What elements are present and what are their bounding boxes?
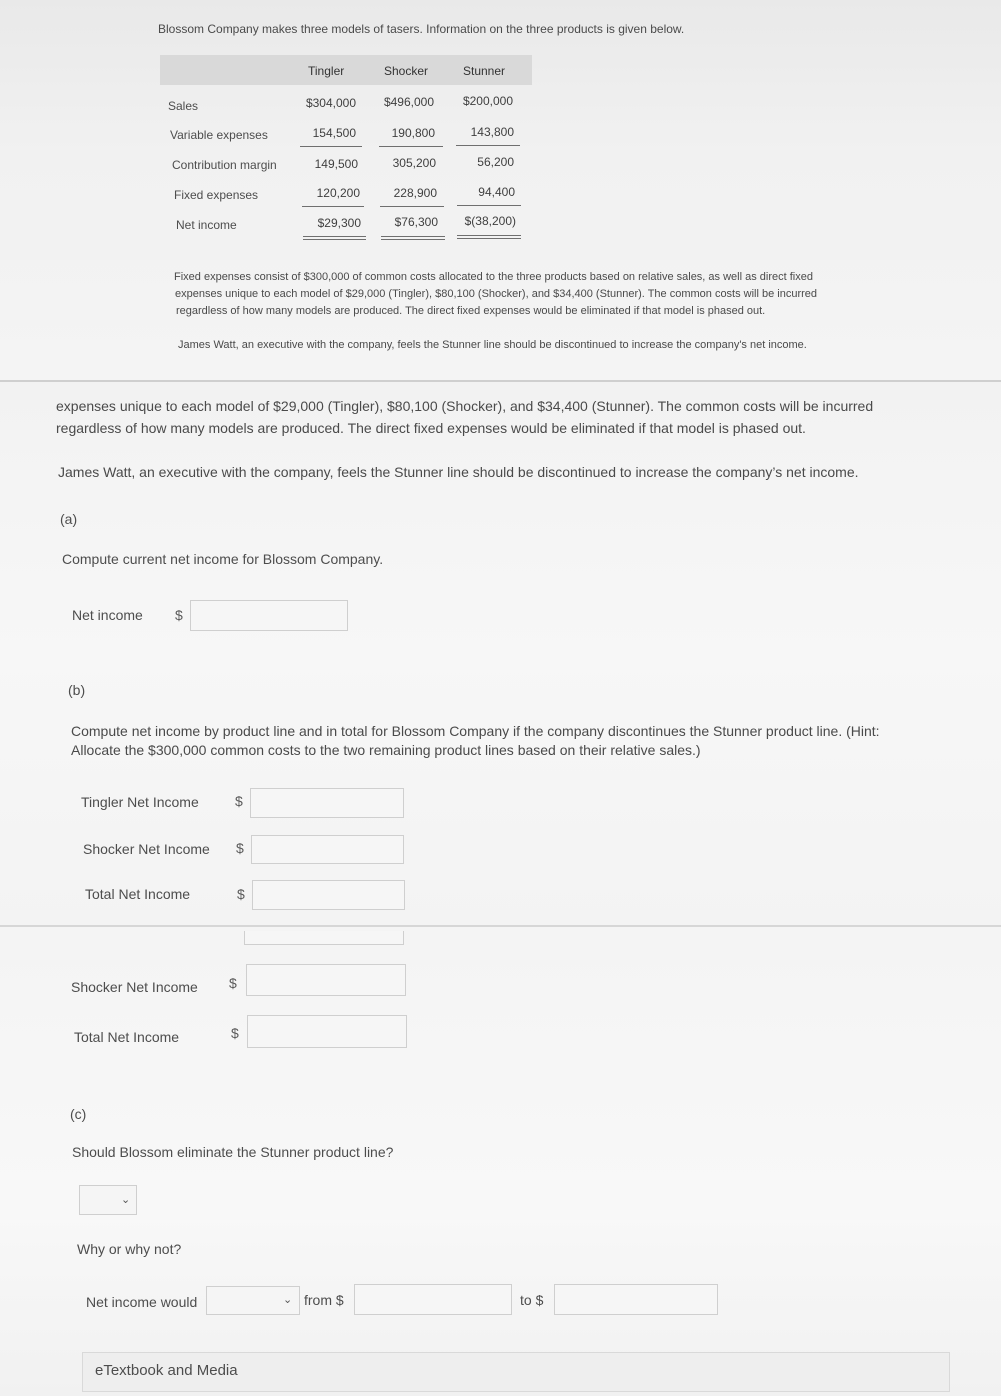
row-label-contribution: Contribution margin [172, 158, 277, 172]
tingler-net-income-input[interactable] [250, 788, 404, 818]
screenshot-part-c [0, 925, 1001, 1396]
row-label-fixed: Fixed expenses [174, 188, 259, 202]
dollar-sign: $ [231, 1025, 239, 1041]
underline [302, 206, 364, 207]
why-label: Why or why not? [77, 1241, 182, 1257]
from-label: from $ [304, 1292, 344, 1308]
fixed-expense-note-line1: expenses unique to each model of $29,000 (Tingler), $80,100 (Shocker), and $34,400 (Stunner). The common costs will be incurred [56, 398, 874, 414]
partial-input-edge [244, 931, 404, 945]
fixed-expense-note-3: regardless of how many models are produced. The direct fixed expenses would be eliminated if that model is phased out. [176, 305, 766, 317]
tingler-net-income-label: Tingler Net Income [81, 794, 199, 810]
chevron-down-icon: ⌄ [283, 1294, 293, 1306]
cell-var-tingler: 154,500 [312, 126, 356, 140]
cell-net-tingler: $29,300 [317, 216, 361, 230]
cell-sales-stunner: $200,000 [462, 94, 513, 108]
double-underline [303, 236, 366, 237]
row-label-variable: Variable expenses [170, 128, 268, 142]
cell-var-stunner: 143,800 [470, 125, 514, 139]
shocker-net-income-label: Shocker Net Income [83, 841, 210, 857]
part-a-question: Compute current net income for Blossom Company. [62, 551, 384, 567]
part-b-label: (b) [68, 682, 86, 698]
dollar-sign: $ [229, 975, 237, 991]
underline [379, 146, 443, 147]
cell-net-shocker: $76,300 [394, 215, 438, 229]
dollar-sign: $ [237, 886, 245, 902]
col-tingler: Tingler [308, 64, 345, 78]
shocker-net-income-input[interactable] [246, 964, 406, 996]
row-label-net: Net income [176, 218, 237, 232]
double-underline [381, 239, 445, 240]
fixed-expense-note-1: Fixed expenses consist of $300,000 of common costs allocated to the three products based on relative sales, as well as direct fixed [174, 271, 813, 283]
net-income-would-label: Net income would [86, 1294, 198, 1310]
col-stunner: Stunner [463, 64, 506, 78]
fixed-expense-note-2: expenses unique to each model of $29,000 (Tingler), $80,100 (Shocker), and $34,400 (Stunner). The common costs will be incurred [175, 288, 818, 300]
cell-cm-stunner: 56,200 [477, 155, 514, 169]
row-label-sales: Sales [168, 99, 199, 113]
etextbook-media-panel[interactable] [82, 1352, 950, 1392]
underline [380, 206, 444, 207]
screenshot-parts-a-b [0, 380, 1001, 927]
dollar-sign: $ [175, 607, 183, 623]
underline [300, 146, 362, 147]
col-shocker: Shocker [384, 64, 429, 78]
cell-net-stunner: $(38,200) [464, 214, 516, 228]
double-underline [381, 236, 445, 237]
cell-fixed-tingler: 120,200 [316, 186, 360, 200]
underline [457, 205, 521, 206]
part-c-question: Should Blossom eliminate the Stunner product line? [72, 1144, 394, 1160]
to-amount-input[interactable] [554, 1284, 718, 1315]
cell-sales-shocker: $496,000 [383, 95, 434, 109]
cell-var-shocker: 190,800 [391, 126, 435, 140]
cell-cm-shocker: 305,200 [392, 156, 436, 170]
cell-fixed-shocker: 228,900 [393, 186, 437, 200]
part-c-label: (c) [70, 1106, 87, 1122]
underline [456, 145, 520, 146]
etextbook-label: eTextbook and Media [95, 1362, 238, 1379]
cell-cm-tingler: 149,500 [314, 157, 358, 171]
part-b-question-line1: Compute net income by product line and in total for Blossom Company if the company discontinues the Stunner product line. (Hint: [71, 723, 880, 739]
screenshot-problem-data [0, 0, 1001, 380]
watt-note: James Watt, an executive with the company, feels the Stunner line should be discontinued to increase the company's net income. [178, 339, 807, 351]
dollar-sign: $ [235, 793, 243, 809]
watt-note: James Watt, an executive with the company, feels the Stunner line should be discontinued to increase the company’s net income. [58, 464, 859, 480]
shocker-net-income-input[interactable] [251, 835, 404, 864]
double-underline [303, 239, 366, 240]
part-b-question-line2: Allocate the $300,000 common costs to the two remaining product lines based on their relative sales.) [71, 742, 701, 758]
double-underline [457, 235, 521, 236]
increase-decrease-dropdown[interactable] [206, 1286, 300, 1315]
from-amount-input[interactable] [354, 1284, 512, 1315]
total-net-income-label: Total Net Income [85, 886, 191, 902]
fixed-expense-note-line2: regardless of how many models are produced. The direct fixed expenses would be eliminated if that model is phased out. [56, 420, 806, 436]
part-a-label: (a) [60, 511, 78, 527]
cell-fixed-stunner: 94,400 [478, 185, 515, 199]
double-underline [457, 238, 521, 239]
net-income-input[interactable] [190, 600, 348, 631]
total-net-income-input[interactable] [247, 1015, 407, 1048]
total-net-income-input[interactable] [252, 880, 405, 910]
to-label: to $ [520, 1292, 544, 1308]
dollar-sign: $ [236, 840, 244, 856]
eliminate-answer-dropdown[interactable] [79, 1185, 137, 1215]
total-net-income-label: Total Net Income [74, 1029, 180, 1045]
shocker-net-income-label: Shocker Net Income [71, 979, 198, 995]
cell-sales-tingler: $304,000 [305, 96, 356, 110]
chevron-down-icon: ⌄ [121, 1194, 131, 1206]
net-income-label: Net income [72, 607, 143, 623]
intro-text: Blossom Company makes three models of tasers. Information on the three products is given below. [158, 22, 685, 36]
